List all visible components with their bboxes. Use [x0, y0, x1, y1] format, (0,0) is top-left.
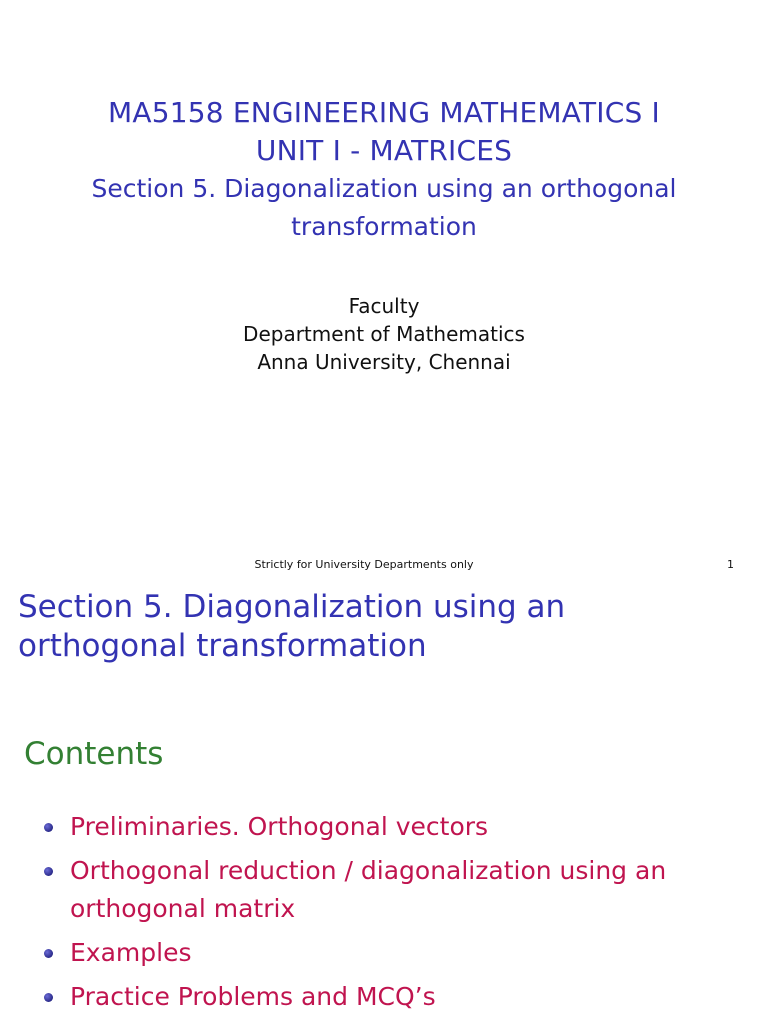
contents-item-text: Practice Problems and MCQ’s	[70, 982, 436, 1011]
section-subtitle-line-1: Section 5. Diagonalization using an orthogonal	[91, 174, 677, 203]
bullet-icon	[44, 949, 53, 958]
slide-footer: Strictly for University Departments only	[254, 558, 474, 571]
frame-title-line-2: orthogonal transformation	[18, 628, 427, 664]
contents-item-practice-problems	[44, 978, 666, 1016]
author-department: Department of Mathematics	[243, 322, 525, 346]
section-subtitle-line-2: transformation	[291, 212, 477, 241]
bullet-icon	[44, 993, 53, 1002]
contents-slide	[0, 574, 768, 1024]
contents-heading: Contents	[24, 736, 164, 772]
author-institution: Anna University, Chennai	[257, 350, 511, 374]
bullet-icon	[44, 823, 53, 832]
bullet-icon	[44, 867, 53, 876]
page-number: 1	[727, 558, 734, 571]
contents-item-preliminaries	[44, 808, 666, 846]
title-block	[0, 94, 768, 246]
frame-title-line-1: Section 5. Diagonalization using an	[18, 589, 566, 625]
contents-item-text: Orthogonal reduction / diagonalization using an	[70, 856, 667, 885]
unit-title: UNIT I - MATRICES	[255, 134, 513, 167]
course-title: MA5158 ENGINEERING MATHEMATICS I	[107, 96, 661, 129]
frame-title	[18, 588, 565, 666]
contents-item-text: Preliminaries. Orthogonal vectors	[70, 812, 489, 841]
author-block	[0, 292, 768, 376]
contents-item-text: Examples	[70, 938, 192, 967]
author-role: Faculty	[348, 294, 420, 318]
contents-item-examples	[44, 934, 666, 972]
contents-item-orthogonal-reduction	[44, 852, 666, 928]
contents-item-text-continued: orthogonal matrix	[70, 894, 296, 923]
contents-list	[44, 808, 666, 1022]
